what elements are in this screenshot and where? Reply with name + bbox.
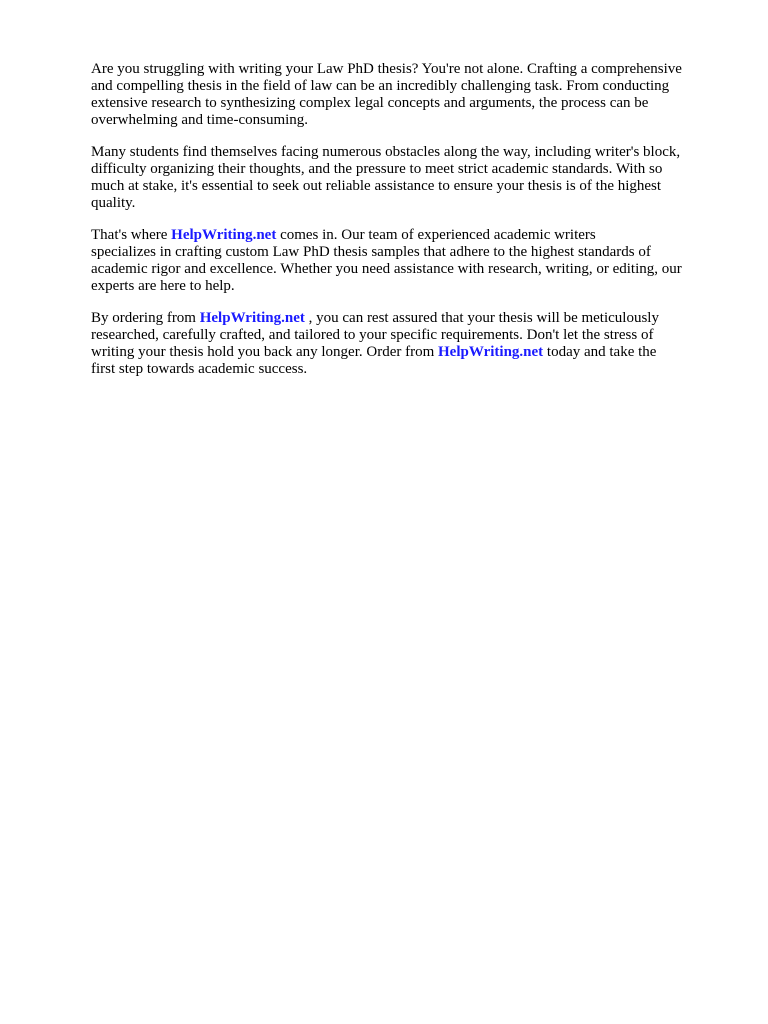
paragraph-service-lead: That's where	[91, 227, 172, 243]
helpwriting-link[interactable]: HelpWriting.net	[438, 344, 544, 360]
paragraph-order	[91, 310, 723, 378]
document-page	[91, 61, 723, 393]
helpwriting-link[interactable]: HelpWriting.net	[171, 227, 277, 243]
paragraph-service-body: comes in. Our team of experienced academic writers specializes in crafting custom Law PhD thesis samples that adhere to the highest standards of academic rigor and excellence. Whether you need assistance with research, writing, or editing, our experts are here to help.	[91, 227, 682, 294]
paragraph-intro: Are you struggling with writing your Law PhD thesis? You're not alone. Crafting a comprehensive and compelling thesis in the field of law can be an incredibly challenging task. From conducting extensive research to synthesizing complex legal concepts and arguments, the process can be overwhelming and time-consuming.	[91, 61, 682, 128]
paragraph-order-tail: today and take the first step towards academic success.	[91, 344, 657, 377]
paragraph-order-middle: , you can rest assured that your thesis will be meticulously researched, carefully crafted, and tailored to your specific requirements. Don't let the stress of writing your thesis hold you back any longer. Order from	[91, 310, 659, 360]
helpwriting-link[interactable]: HelpWriting.net	[199, 310, 305, 326]
paragraph-order-lead: By ordering from	[91, 310, 200, 326]
paragraph-obstacles: Many students find themselves facing numerous obstacles along the way, including writer's block, difficulty organizing their thoughts, and the pressure to meet strict academic standards. With so much at stake, it's essential to seek out reliable assistance to ensure your thesis is of the highest quality.	[91, 144, 681, 211]
paragraph-service	[91, 227, 723, 295]
